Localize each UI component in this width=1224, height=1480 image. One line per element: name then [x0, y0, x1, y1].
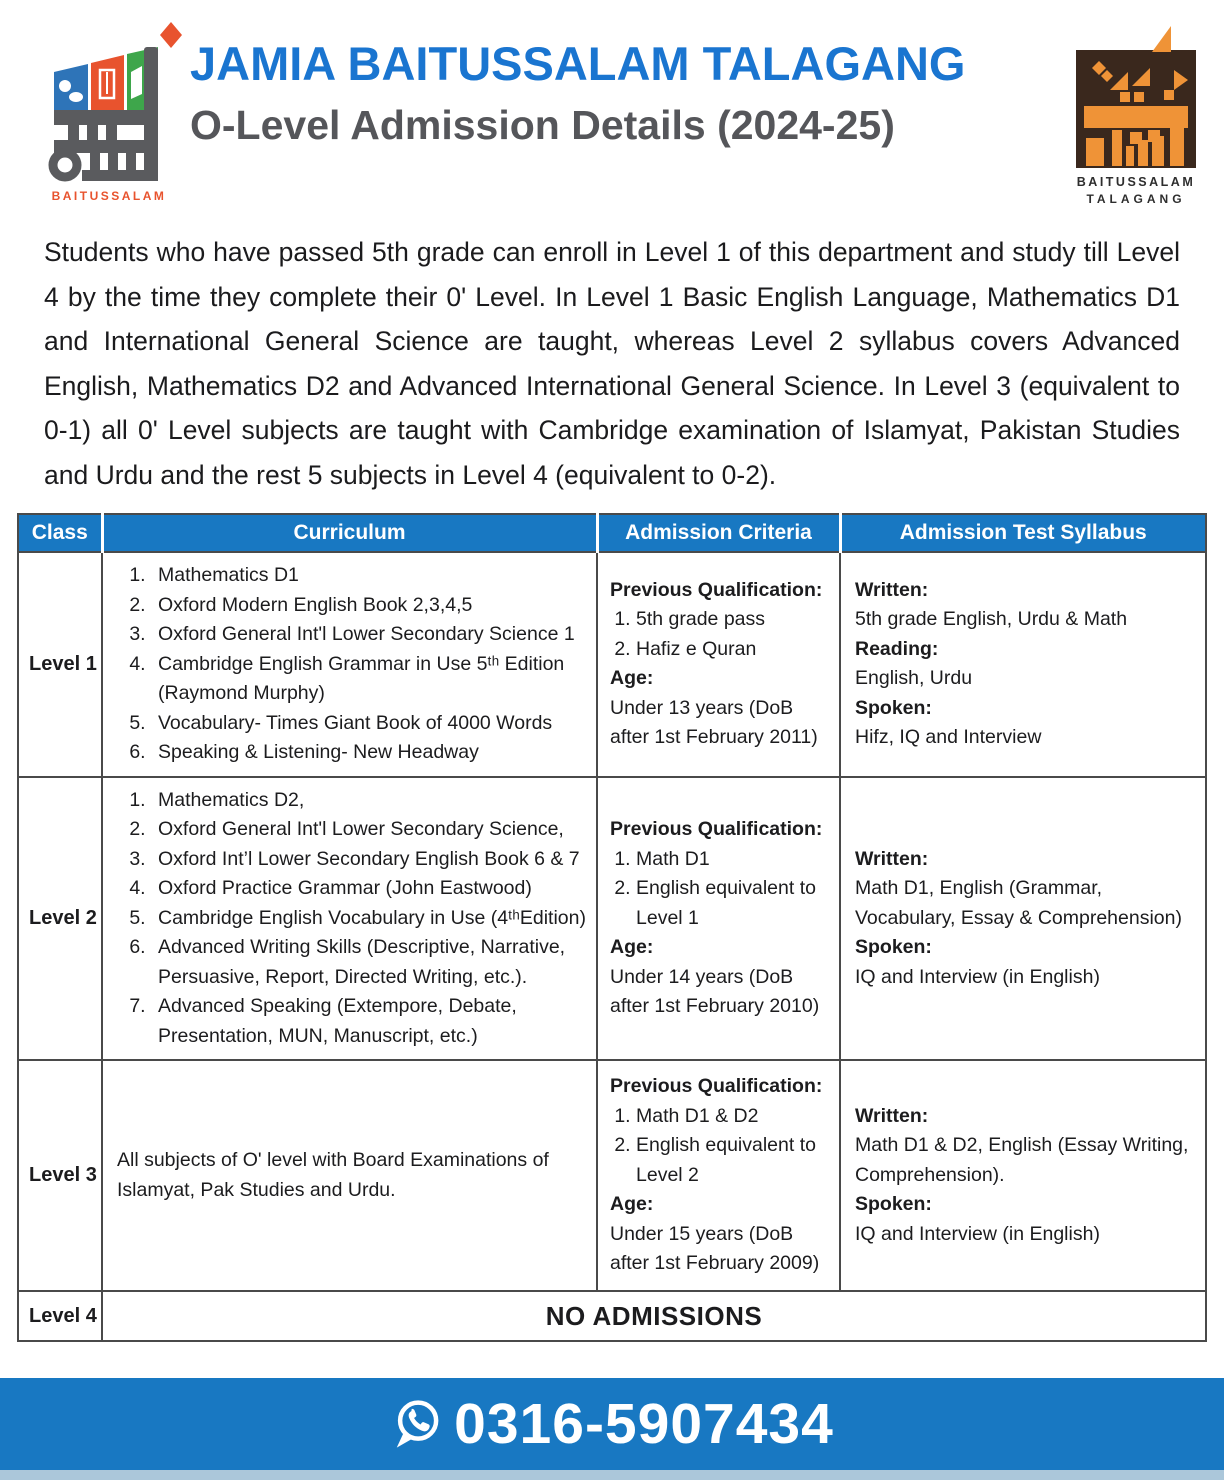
- list-item: 1. Mathematics D1: [151, 561, 586, 591]
- talagang-logo-caption-line1: BAITUSSALAM: [1076, 175, 1196, 189]
- list-item: 3. Oxford Int’l Lower Secondary English Book 6 & 7: [151, 845, 586, 875]
- qualification-list-level3: [610, 1102, 831, 1191]
- list-item: 2. Oxford Modern English Book 2,3,4,5: [151, 591, 586, 621]
- qualification-list-level2: [610, 845, 831, 934]
- no-admissions-cell: NO ADMISSIONS: [102, 1291, 1206, 1341]
- baitussalam-logo-caption: BAITUSSALAM: [51, 189, 167, 203]
- intro-paragraph: Students who have passed 5th grade can enroll in Level 1 of this department and study till Level 4 by the time they complete their 0' Level. In Level 1 Basic English Language, Mathematics D1 and International General Science are taught, whereas Level 2 syllabus covers Advanced English, Mathematics D2 and Advanced International General Science. In Level 3 (equivalent to 0-1) all 0' Level subjects are taught with Cambridge examination of Islamyat, Pakistan Studies and Urdu and the rest 5 subjects in Level 4 (equivalent to 0-2).: [44, 237, 1180, 490]
- age-text: Under 15 years (DoB after 1st February 2009): [610, 1222, 820, 1275]
- list-item: 5. Cambridge English Vocabulary in Use (4ᵗʰEdition): [151, 904, 586, 934]
- syllabus-text: 5th grade English, Urdu & Math: [855, 608, 1128, 631]
- syllabus-label: Reading:: [855, 637, 939, 660]
- syllabus-text: IQ and Interview (in English): [855, 965, 1100, 988]
- syllabus-cell-level2: [840, 777, 1206, 1061]
- list-item: 4. Oxford Practice Grammar (John Eastwood): [151, 874, 586, 904]
- whatsapp-icon: [390, 1397, 444, 1451]
- class-cell-level3: Level 3: [18, 1060, 102, 1291]
- curriculum-cell-level3: [102, 1060, 597, 1291]
- syllabus-label: Written:: [855, 578, 929, 601]
- class-cell-level1: Level 1: [18, 552, 102, 777]
- curriculum-list-level1: [103, 561, 586, 768]
- age-text: Under 14 years (DoB after 1st February 2010): [610, 965, 820, 1017]
- syllabus-text: English, Urdu: [855, 667, 973, 690]
- syllabus-label: Spoken:: [855, 696, 932, 719]
- syllabus-label: Written:: [855, 1104, 929, 1127]
- table-row-level4: [18, 1291, 1206, 1341]
- list-item: 2. Oxford General Int'l Lower Secondary Science,: [151, 815, 586, 845]
- criteria-cell-level3: [597, 1060, 840, 1291]
- list-item: 1. 5th grade pass: [636, 605, 831, 635]
- syllabus-cell-level1: [840, 552, 1206, 777]
- table-row-level2: [18, 777, 1206, 1061]
- syllabus-label: Written:: [855, 847, 929, 870]
- list-item: 2. Hafiz e Quran: [636, 635, 831, 665]
- baitussalam-talagang-logo: [1068, 26, 1203, 219]
- page-subtitle: O-Level Admission Details (2024-25): [190, 101, 895, 148]
- header-curriculum: Curriculum: [102, 514, 597, 552]
- curriculum-cell-level1: [102, 552, 597, 777]
- bottom-strip: [0, 1470, 1224, 1480]
- list-item: 7. Advanced Speaking (Extempore, Debate, Presentation, MUN, Manuscript, etc.): [151, 992, 586, 1051]
- list-item: 1. Math D1: [636, 845, 831, 875]
- baitussalam-logo-art: [34, 10, 184, 206]
- admissions-table: [17, 513, 1207, 1342]
- talagang-logo-caption-line2: TALAGANG: [1086, 192, 1186, 206]
- criteria-cell-level1: [597, 552, 840, 777]
- syllabus-text: Math D1 & D2, English (Essay Writing, Comprehension).: [855, 1134, 1189, 1186]
- table-row-level3: [18, 1060, 1206, 1291]
- age-text: Under 13 years (DoB after 1st February 2011): [610, 696, 818, 749]
- curriculum-text-level3: All subjects of O' level with Board Examinations of Islamyat, Pak Studies and Urdu.: [117, 1149, 549, 1201]
- curriculum-list-level2: [103, 786, 586, 1052]
- criteria-cell-level2: [597, 777, 840, 1061]
- baitussalam-logo: [34, 10, 184, 211]
- list-item: 2. English equivalent to Level 1: [636, 874, 831, 933]
- previous-qualification-label: Previous Qualification:: [610, 818, 823, 840]
- list-item: 3. Oxford General Int'l Lower Secondary Science 1: [151, 620, 586, 650]
- header-admission-test-syllabus: Admission Test Syllabus: [840, 514, 1206, 552]
- syllabus-text: IQ and Interview (in English): [855, 1222, 1100, 1245]
- previous-qualification-label: Previous Qualification:: [610, 1075, 823, 1098]
- class-cell-level2: Level 2: [18, 777, 102, 1061]
- syllabus-label: Spoken:: [855, 1193, 932, 1216]
- header-class: Class: [18, 514, 102, 552]
- list-item: 1. Mathematics D2,: [151, 786, 586, 816]
- list-item: 1. Math D1 & D2: [636, 1102, 831, 1132]
- page-title: JAMIA BAITUSSALAM TALAGANG: [190, 37, 966, 90]
- previous-qualification-label: Previous Qualification:: [610, 578, 823, 601]
- baitussalam-talagang-logo-art: [1068, 26, 1203, 214]
- footer-bar: [0, 1378, 1224, 1470]
- qualification-list-level1: [610, 605, 831, 664]
- header-admission-criteria: Admission Criteria: [597, 514, 840, 552]
- list-item: 5. Vocabulary- Times Giant Book of 4000 Words: [151, 709, 586, 739]
- header: [0, 0, 1224, 212]
- table-header-row: [18, 514, 1206, 552]
- list-item: 2. English equivalent to Level 2: [636, 1131, 831, 1190]
- age-label: Age:: [610, 667, 654, 690]
- class-cell-level4: Level 4: [18, 1291, 102, 1341]
- syllabus-cell-level3: [840, 1060, 1206, 1291]
- age-label: Age:: [610, 1193, 654, 1216]
- syllabus-text: Hifz, IQ and Interview: [855, 726, 1042, 749]
- phone-number: 0316-5907434: [454, 1392, 834, 1456]
- list-item: 6. Speaking & Listening- New Headway: [151, 738, 586, 768]
- syllabus-text: Math D1, English (Grammar, Vocabulary, Essay & Comprehension): [855, 877, 1182, 929]
- curriculum-cell-level2: [102, 777, 597, 1061]
- table-row-level1: [18, 552, 1206, 777]
- list-item: 6. Advanced Writing Skills (Descriptive, Narrative, Persuasive, Report, Directed Writing, etc.).: [151, 933, 586, 992]
- list-item: 4. Cambridge English Grammar in Use 5ᵗʰ Edition (Raymond Murphy): [151, 650, 586, 709]
- syllabus-label: Spoken:: [855, 936, 932, 958]
- age-label: Age:: [610, 936, 654, 958]
